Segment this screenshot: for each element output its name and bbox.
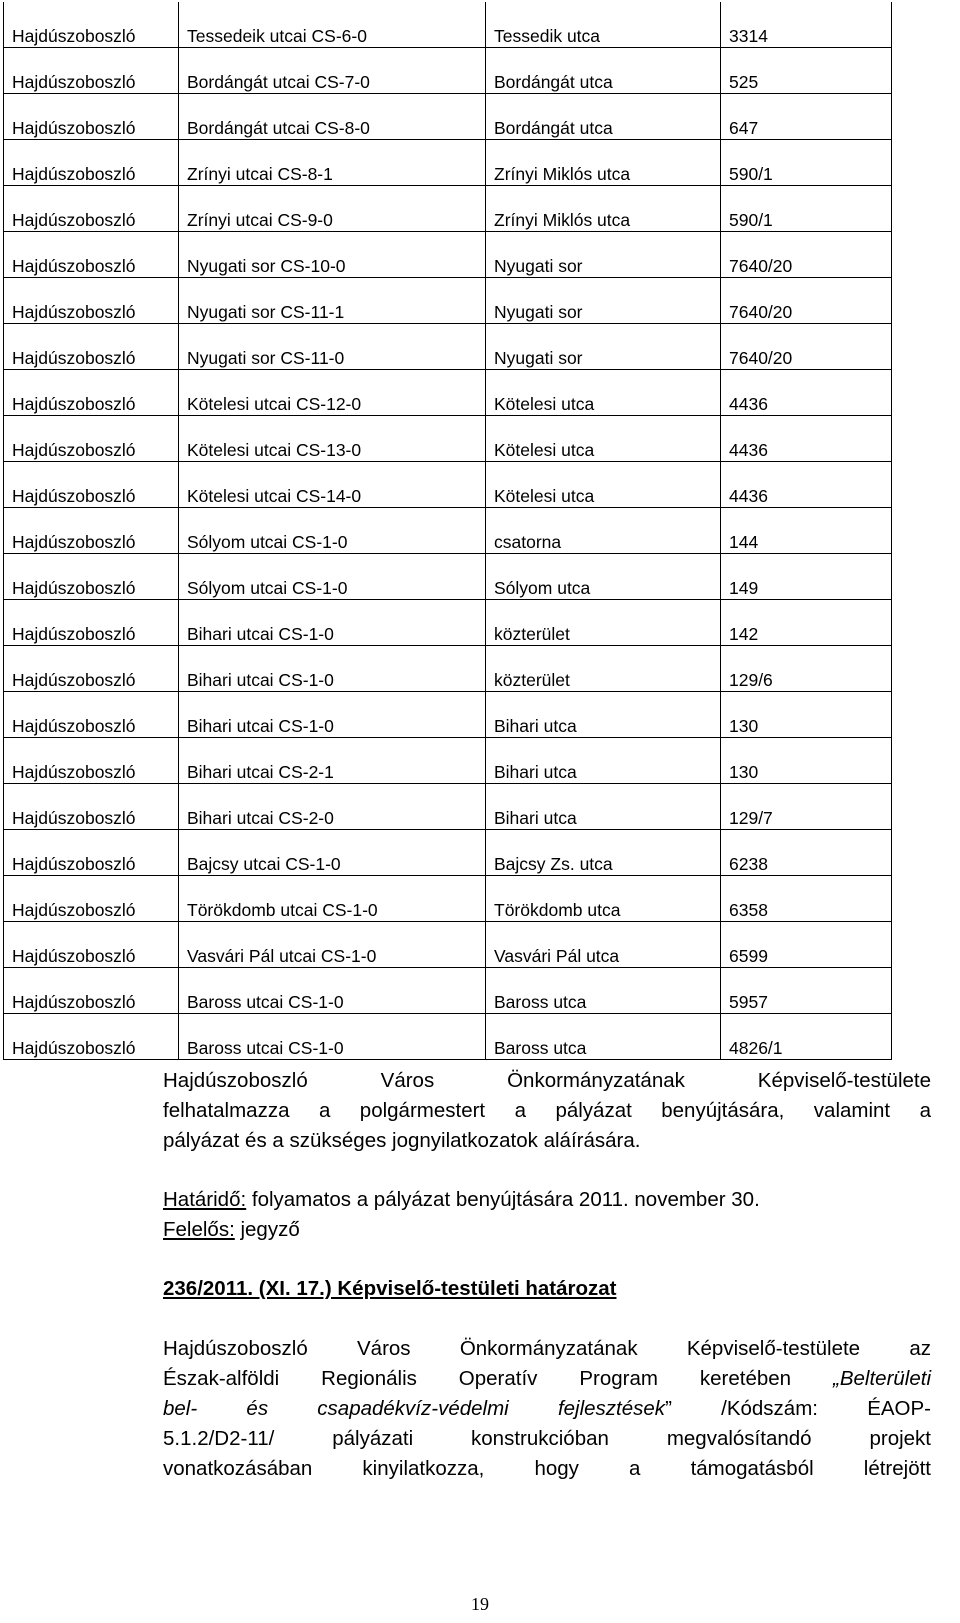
street-cell: Nyugati sor bbox=[486, 232, 721, 278]
city-cell: Hajdúszoboszló bbox=[4, 554, 179, 600]
parcel-number-cell: 7640/20 bbox=[721, 232, 892, 278]
line-text: Észak-alföldi Regionális Operatív Program keretében bbox=[163, 1367, 792, 1390]
street-cell: Bihari utca bbox=[486, 738, 721, 784]
city-cell: Hajdúszoboszló bbox=[4, 324, 179, 370]
parcel-number-cell: 4826/1 bbox=[721, 1014, 892, 1060]
table-row bbox=[4, 462, 892, 508]
table-row bbox=[4, 1014, 892, 1060]
city-cell: Hajdúszoboszló bbox=[4, 48, 179, 94]
table-row bbox=[4, 278, 892, 324]
responsible-line bbox=[163, 1215, 931, 1245]
table-row bbox=[4, 186, 892, 232]
sewer-section-cell: Bordángát utcai CS-8-0 bbox=[179, 94, 486, 140]
resolution-line: Hajdúszoboszló Város Önkormányzatának Képviselő-testülete bbox=[163, 1069, 931, 1092]
street-cell: Tessedik utca bbox=[486, 2, 721, 48]
parcel-number-cell: 647 bbox=[721, 94, 892, 140]
deadline-label: Határidő: bbox=[163, 1188, 247, 1211]
project-title-end: bel- és csapadékvíz-védelmi fejlesztések bbox=[163, 1397, 666, 1420]
deadline-line bbox=[163, 1185, 931, 1215]
street-cell: Bajcsy Zs. utca bbox=[486, 830, 721, 876]
responsible-label: Felelős: bbox=[163, 1218, 235, 1241]
parcel-number-cell: 144 bbox=[721, 508, 892, 554]
parcel-number-cell: 142 bbox=[721, 600, 892, 646]
street-cell: Kötelesi utca bbox=[486, 462, 721, 508]
resolution-2-body bbox=[163, 1334, 931, 1484]
street-cell: Törökdomb utca bbox=[486, 876, 721, 922]
resolution-2-line: vonatkozásában kinyilatkozza, hogy a támogatásból létrejött bbox=[163, 1457, 931, 1480]
city-cell: Hajdúszoboszló bbox=[4, 94, 179, 140]
parcel-number-cell: 4436 bbox=[721, 370, 892, 416]
sewer-section-cell: Bihari utcai CS-2-0 bbox=[179, 784, 486, 830]
street-cell: Bordángát utca bbox=[486, 48, 721, 94]
city-cell: Hajdúszoboszló bbox=[4, 646, 179, 692]
table-row bbox=[4, 738, 892, 784]
city-cell: Hajdúszoboszló bbox=[4, 876, 179, 922]
parcel-number-cell: 7640/20 bbox=[721, 324, 892, 370]
city-cell: Hajdúszoboszló bbox=[4, 140, 179, 186]
parcel-number-cell: 590/1 bbox=[721, 140, 892, 186]
city-cell: Hajdúszoboszló bbox=[4, 692, 179, 738]
street-cell: közterület bbox=[486, 646, 721, 692]
table-row bbox=[4, 48, 892, 94]
sewer-section-cell: Sólyom utcai CS-1-0 bbox=[179, 508, 486, 554]
table-row bbox=[4, 554, 892, 600]
resolution-2-line bbox=[163, 1364, 931, 1394]
street-cell: Kötelesi utca bbox=[486, 416, 721, 462]
parcel-number-cell: 149 bbox=[721, 554, 892, 600]
street-cell: Kötelesi utca bbox=[486, 370, 721, 416]
line-text: ” /Kódszám: ÉAOP- bbox=[665, 1397, 931, 1420]
sewer-section-cell: Kötelesi utcai CS-12-0 bbox=[179, 370, 486, 416]
city-cell: Hajdúszoboszló bbox=[4, 784, 179, 830]
parcel-number-cell: 7640/20 bbox=[721, 278, 892, 324]
street-cell: Bihari utca bbox=[486, 692, 721, 738]
resolution-line: felhatalmazza a polgármestert a pályázat benyújtására, valamint a bbox=[163, 1099, 931, 1122]
parcel-number-cell: 3314 bbox=[721, 2, 892, 48]
sewer-section-cell: Zrínyi utcai CS-8-1 bbox=[179, 140, 486, 186]
table-row bbox=[4, 2, 892, 48]
street-cell: közterület bbox=[486, 600, 721, 646]
street-cell: Zrínyi Miklós utca bbox=[486, 186, 721, 232]
street-cell: Nyugati sor bbox=[486, 324, 721, 370]
parcel-number-cell: 130 bbox=[721, 692, 892, 738]
sewer-section-cell: Kötelesi utcai CS-14-0 bbox=[179, 462, 486, 508]
sewer-section-cell: Baross utcai CS-1-0 bbox=[179, 968, 486, 1014]
sewer-section-cell: Zrínyi utcai CS-9-0 bbox=[179, 186, 486, 232]
parcel-number-cell: 525 bbox=[721, 48, 892, 94]
street-cell: csatorna bbox=[486, 508, 721, 554]
city-cell: Hajdúszoboszló bbox=[4, 186, 179, 232]
sewer-section-cell: Kötelesi utcai CS-13-0 bbox=[179, 416, 486, 462]
project-title-start: „Belterületi bbox=[791, 1367, 931, 1390]
sewer-section-cell: Bajcsy utcai CS-1-0 bbox=[179, 830, 486, 876]
sewer-section-cell: Nyugati sor CS-10-0 bbox=[179, 232, 486, 278]
parcel-number-cell: 4436 bbox=[721, 416, 892, 462]
page-number: 19 bbox=[471, 1594, 489, 1614]
city-cell: Hajdúszoboszló bbox=[4, 2, 179, 48]
table-row bbox=[4, 876, 892, 922]
table-row bbox=[4, 646, 892, 692]
sewer-section-cell: Baross utcai CS-1-0 bbox=[179, 1014, 486, 1060]
deadline-value: folyamatos a pályázat benyújtására 2011. november 30. bbox=[246, 1188, 760, 1211]
parcel-number-cell: 6358 bbox=[721, 876, 892, 922]
table-row bbox=[4, 600, 892, 646]
parcel-number-cell: 6599 bbox=[721, 922, 892, 968]
table-row bbox=[4, 692, 892, 738]
city-cell: Hajdúszoboszló bbox=[4, 738, 179, 784]
city-cell: Hajdúszoboszló bbox=[4, 278, 179, 324]
sewer-section-cell: Bihari utcai CS-2-1 bbox=[179, 738, 486, 784]
street-cell: Bihari utca bbox=[486, 784, 721, 830]
parcel-number-cell: 4436 bbox=[721, 462, 892, 508]
sewer-section-cell: Bihari utcai CS-1-0 bbox=[179, 692, 486, 738]
table-row bbox=[4, 784, 892, 830]
table-row bbox=[4, 94, 892, 140]
table-row bbox=[4, 416, 892, 462]
street-cell: Sólyom utca bbox=[486, 554, 721, 600]
table-row bbox=[4, 830, 892, 876]
resolution-2-line bbox=[163, 1394, 931, 1424]
resolution-heading: 236/2011. (XI. 17.) Képviselő-testületi határozat bbox=[163, 1277, 617, 1300]
parcel-table-body bbox=[4, 2, 892, 1060]
table-row bbox=[4, 968, 892, 1014]
resolution-line: pályázat és a szükséges jognyilatkozatok aláírására. bbox=[163, 1129, 641, 1152]
responsible-value: jegyző bbox=[234, 1218, 300, 1241]
city-cell: Hajdúszoboszló bbox=[4, 830, 179, 876]
sewer-section-cell: Törökdomb utcai CS-1-0 bbox=[179, 876, 486, 922]
street-cell: Bordángát utca bbox=[486, 94, 721, 140]
parcel-table bbox=[3, 2, 892, 1060]
street-cell: Baross utca bbox=[486, 1014, 721, 1060]
sewer-section-cell: Tessedeik utcai CS-6-0 bbox=[179, 2, 486, 48]
parcel-number-cell: 6238 bbox=[721, 830, 892, 876]
street-cell: Zrínyi Miklós utca bbox=[486, 140, 721, 186]
table-row bbox=[4, 508, 892, 554]
street-cell: Nyugati sor bbox=[486, 278, 721, 324]
resolution-2-line: 5.1.2/D2-11/ pályázati konstrukcióban megvalósítandó projekt bbox=[163, 1427, 931, 1450]
street-cell: Baross utca bbox=[486, 968, 721, 1014]
parcel-number-cell: 5957 bbox=[721, 968, 892, 1014]
sewer-section-cell: Bordángát utcai CS-7-0 bbox=[179, 48, 486, 94]
street-cell: Vasvári Pál utca bbox=[486, 922, 721, 968]
city-cell: Hajdúszoboszló bbox=[4, 1014, 179, 1060]
table-row bbox=[4, 232, 892, 278]
sewer-section-cell: Nyugati sor CS-11-0 bbox=[179, 324, 486, 370]
city-cell: Hajdúszoboszló bbox=[4, 462, 179, 508]
city-cell: Hajdúszoboszló bbox=[4, 416, 179, 462]
city-cell: Hajdúszoboszló bbox=[4, 968, 179, 1014]
sewer-section-cell: Nyugati sor CS-11-1 bbox=[179, 278, 486, 324]
city-cell: Hajdúszoboszló bbox=[4, 600, 179, 646]
parcel-number-cell: 129/7 bbox=[721, 784, 892, 830]
sewer-section-cell: Vasvári Pál utcai CS-1-0 bbox=[179, 922, 486, 968]
city-cell: Hajdúszoboszló bbox=[4, 370, 179, 416]
resolution-body bbox=[163, 1066, 931, 1156]
parcel-number-cell: 590/1 bbox=[721, 186, 892, 232]
city-cell: Hajdúszoboszló bbox=[4, 508, 179, 554]
table-row bbox=[4, 370, 892, 416]
table-row bbox=[4, 922, 892, 968]
city-cell: Hajdúszoboszló bbox=[4, 232, 179, 278]
sewer-section-cell: Bihari utcai CS-1-0 bbox=[179, 646, 486, 692]
table-row bbox=[4, 140, 892, 186]
sewer-section-cell: Bihari utcai CS-1-0 bbox=[179, 600, 486, 646]
city-cell: Hajdúszoboszló bbox=[4, 922, 179, 968]
parcel-number-cell: 130 bbox=[721, 738, 892, 784]
table-row bbox=[4, 324, 892, 370]
deadline-block bbox=[163, 1185, 931, 1245]
resolution-2-line: Hajdúszoboszló Város Önkormányzatának Képviselő-testülete az bbox=[163, 1337, 931, 1360]
parcel-number-cell: 129/6 bbox=[721, 646, 892, 692]
sewer-section-cell: Sólyom utcai CS-1-0 bbox=[179, 554, 486, 600]
